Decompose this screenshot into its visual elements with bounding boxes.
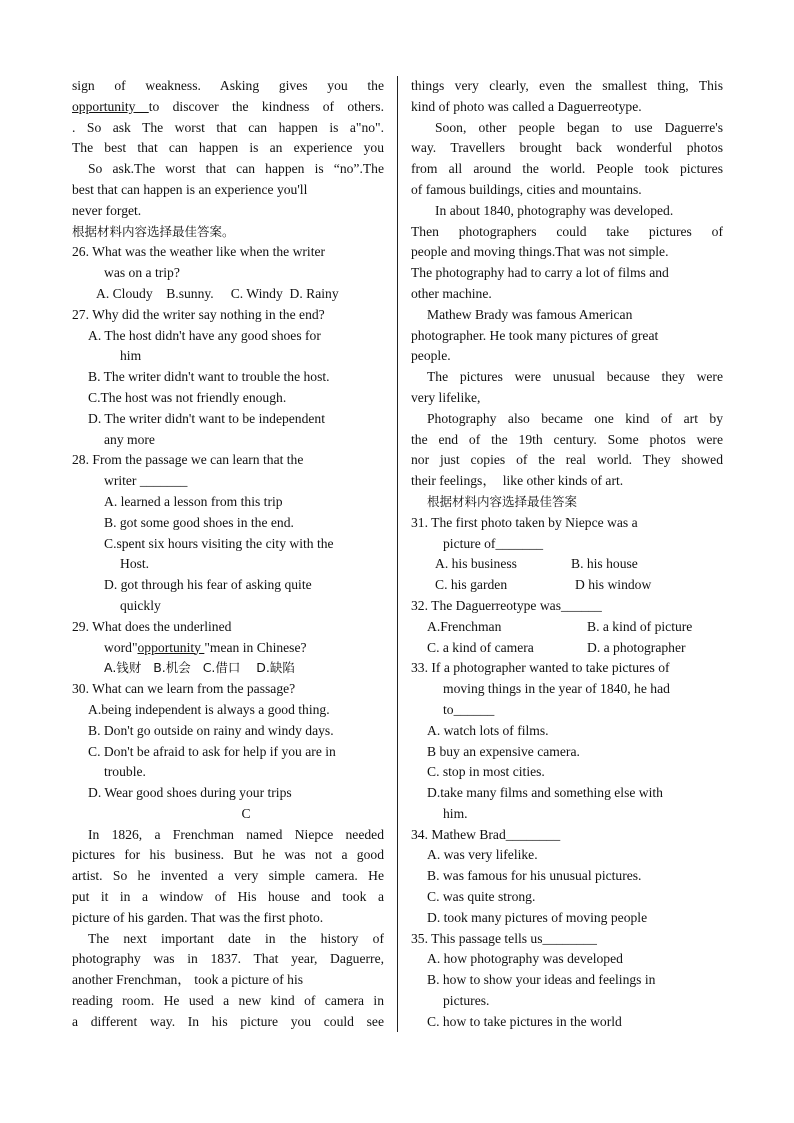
column-divider — [397, 76, 398, 1032]
text-span: to discover the kindness of others. — [148, 98, 384, 114]
option-35c: C. how to take pictures in the world — [427, 1013, 622, 1029]
text-line: put it in a window of His house and took a — [72, 889, 384, 905]
option-28c-cont: Host. — [120, 556, 150, 572]
text-line: never forget. — [72, 202, 142, 218]
option-35a: A. how photography was developed — [427, 951, 623, 967]
option-34d: D. took many pictures of moving people — [427, 909, 648, 925]
text-line: Photography also became one kind of art by — [427, 410, 723, 426]
option-30b: B. Don't go outside on rainy and windy days. — [88, 722, 334, 738]
option-27c: C.The host was not friendly enough. — [88, 389, 287, 405]
question-31-cont: picture of_______ — [443, 535, 544, 551]
option-31d: D his window — [575, 577, 652, 593]
question-26-cont: was on a trip? — [104, 265, 180, 281]
passage-paragraph-4 — [411, 201, 723, 305]
question-33-cont: to______ — [443, 701, 495, 717]
question-28: 28. From the passage we can learn that the — [72, 452, 304, 468]
options-32-ab — [411, 617, 723, 638]
text-line: pictures for his business. But he was not a good — [72, 847, 384, 863]
option-33c: C. stop in most cities. — [427, 764, 545, 780]
text-line: In 1826, a Frenchman named Niepce needed — [88, 826, 384, 842]
text-line: Soon, other people began to use Daguerre's — [435, 119, 723, 135]
section-instruction: 根据材料内容选择最佳答案。 — [72, 223, 235, 239]
text-line: Mathew Brady was famous American — [427, 306, 633, 322]
text-line: from all around the world. People took pictures — [411, 161, 723, 177]
option-34a: A. was very lifelike. — [427, 847, 538, 863]
question-33: 33. If a photographer wanted to take pictures of — [411, 660, 670, 676]
option-27a-cont: him — [120, 348, 142, 364]
question-28-cont: writer _______ — [104, 473, 188, 489]
passage-paragraph-6 — [411, 367, 723, 409]
question-35: 35. This passage tells us________ — [411, 930, 597, 946]
option-33d-cont: him. — [443, 805, 468, 821]
text-span: "mean in Chinese? — [204, 639, 307, 655]
passage-paragraph-5 — [411, 305, 723, 367]
text-line: a different way. In his picture you could see — [72, 1013, 384, 1029]
option-28d: D. got through his fear of asking quite — [104, 577, 312, 593]
text-line: other machine. — [411, 285, 492, 301]
option-31c: C. his garden — [435, 577, 508, 593]
question-31: 31. The first photo taken by Niepce was a — [411, 514, 638, 530]
question-32: 32. The Daguerreotype was______ — [411, 597, 602, 613]
text-line: kind of photo was called a Daguerreotype. — [411, 98, 642, 114]
text-line: best that can happen is an experience you'll — [72, 181, 308, 197]
question-29-cont — [72, 638, 384, 659]
text-line: The next important date in the history of — [88, 930, 384, 946]
option-30d: D. Wear good shoes during your trips — [88, 785, 292, 801]
text-line: nor just copies of the real world. They showed — [411, 452, 723, 468]
option-35b-cont: pictures. — [443, 993, 490, 1009]
passage-paragraph-3 — [411, 118, 723, 201]
text-line: way. Travellers brought back wonderful photos — [411, 140, 723, 156]
option-35b: B. how to show your ideas and feelings in — [427, 972, 656, 988]
text-line: people and moving things.That was not simple. — [411, 244, 669, 260]
section-instruction: 根据材料内容选择最佳答案 — [427, 493, 578, 509]
option-27b: B. The writer didn't want to trouble the host. — [88, 369, 330, 385]
text-line: people. — [411, 348, 451, 364]
text-line: The best that can happen is an experience you — [72, 140, 384, 156]
option-27d: D. The writer didn't want to be independent — [88, 410, 326, 426]
text-line: of famous buildings, cities and mountains. — [411, 181, 642, 197]
text-line — [72, 97, 384, 118]
text-line: In about 1840, photography was developed. — [435, 202, 674, 218]
left-column — [72, 76, 384, 1033]
option-33b: B buy an expensive camera. — [427, 743, 580, 759]
section-heading: C — [241, 805, 251, 821]
option-28d-cont: quickly — [120, 597, 161, 613]
option-30c: C. Don't be afraid to ask for help if you are in — [88, 743, 336, 759]
text-line: very lifelike, — [411, 389, 481, 405]
text-line: reading room. He used a new kind of camera in — [72, 993, 384, 1009]
options-31-ab — [411, 554, 723, 575]
option-32a: A.Frenchman — [427, 618, 502, 634]
passage-paragraph-2 — [72, 929, 384, 1033]
text-line: the end of the 19th century. Some photos were — [411, 431, 723, 447]
underlined-word: opportunity — [137, 639, 205, 655]
option-27a: A. The host didn't have any good shoes for — [88, 327, 321, 343]
option-32d: D. a photographer — [587, 639, 686, 655]
text-line: artist. So he invented a very simple camera. He — [72, 868, 384, 884]
question-34: 34. Mathew Brad________ — [411, 826, 561, 842]
question-29: 29. What does the underlined — [72, 618, 232, 634]
text-line: Then photographers could take pictures of — [411, 223, 723, 239]
right-column — [411, 76, 723, 1033]
text-line: their feelings， like other kinds of art. — [411, 473, 624, 489]
option-34b: B. was famous for his unusual pictures. — [427, 868, 642, 884]
options-32-cd — [411, 638, 723, 659]
text-line: picture of his garden. That was the first photo. — [72, 909, 324, 925]
option-33d: D.take many films and something else with — [427, 785, 663, 801]
text-line: The photography had to carry a lot of films and — [411, 265, 669, 281]
text-line: things very clearly, even the smallest thing, This — [411, 78, 723, 93]
text-line: The pictures were unusual because they were — [427, 369, 723, 385]
text-line: photographer. He took many pictures of great — [411, 327, 659, 343]
text-line: photography was in 1837. That year, Daguerre, — [72, 951, 384, 967]
text-line: . So ask The worst that can happen is a"no". — [72, 119, 384, 135]
question-26: 26. What was the weather like when the writer — [72, 244, 326, 260]
option-28a: A. learned a lesson from this trip — [104, 493, 283, 509]
text-line: sign of weakness. Asking gives you the — [72, 78, 384, 93]
option-32b: B. a kind of picture — [587, 618, 693, 634]
question-29-options: A.钱财 B.机会 C.借口 D.缺陷 — [104, 660, 295, 676]
text-line: another Frenchman， took a picture of his — [72, 972, 304, 988]
text-line: So ask.The worst that can happen is “no”.The — [88, 161, 384, 177]
passage-paragraph-7 — [411, 409, 723, 492]
passage-paragraph-1 — [72, 825, 384, 929]
option-30a: A.being independent is always a good thing. — [88, 701, 330, 717]
question-33-cont: moving things in the year of 1840, he had — [443, 681, 670, 697]
option-32c: C. a kind of camera — [427, 639, 534, 655]
option-31a: A. his business — [435, 556, 517, 572]
option-31b: B. his house — [571, 556, 638, 572]
underlined-word: opportunity — [72, 98, 149, 114]
option-34c: C. was quite strong. — [427, 889, 536, 905]
option-27d-cont: any more — [104, 431, 155, 447]
option-28c: C.spent six hours visiting the city with the — [104, 535, 334, 551]
text-span: word" — [104, 639, 138, 655]
option-33a: A. watch lots of films. — [427, 722, 549, 738]
question-27: 27. Why did the writer say nothing in the end? — [72, 306, 325, 322]
question-26-options: A. Cloudy B.sunny. C. Windy D. Rainy — [96, 285, 339, 301]
option-28b: B. got some good shoes in the end. — [104, 514, 294, 530]
options-31-cd — [411, 575, 723, 596]
question-30: 30. What can we learn from the passage? — [72, 681, 296, 697]
option-30c-cont: trouble. — [104, 764, 146, 780]
